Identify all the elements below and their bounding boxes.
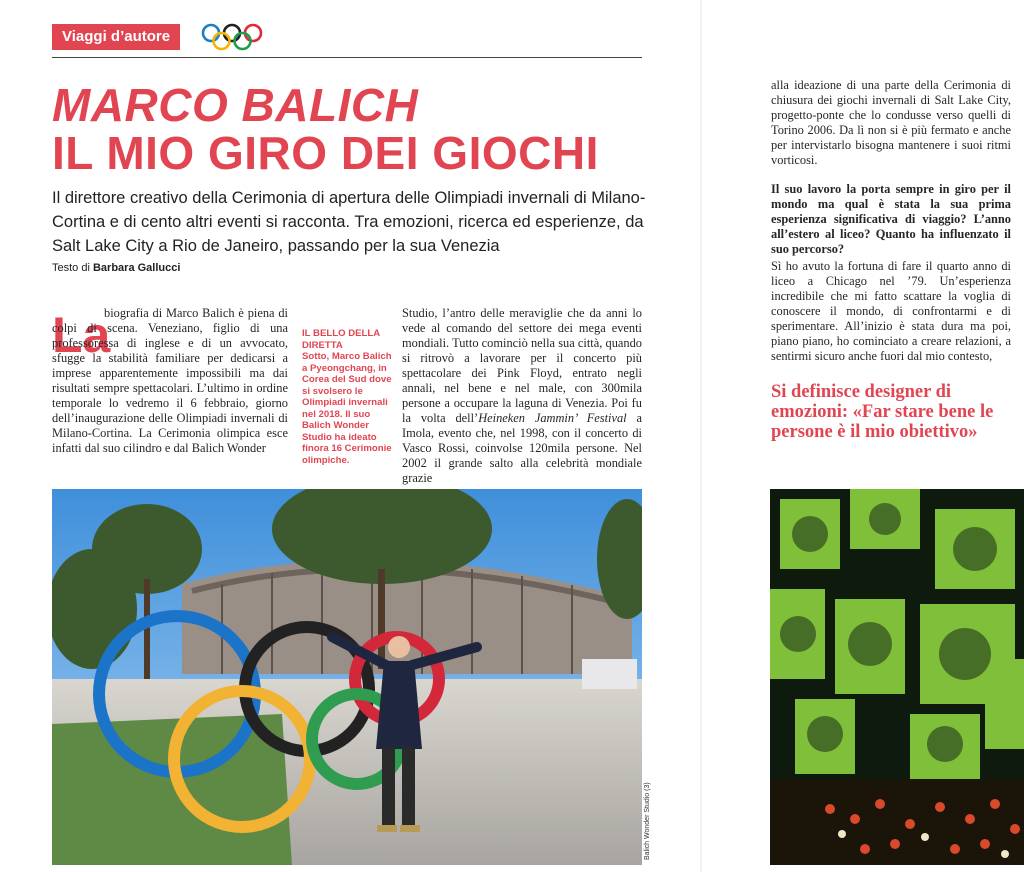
- photo-caption: [302, 328, 392, 466]
- body-column-1: [52, 306, 288, 456]
- festival-name: Heineken Jammin’ Festival: [478, 411, 627, 425]
- body-column-3: [771, 78, 1011, 364]
- caption-heading: IL BELLO DELLA DIRETTA: [302, 328, 380, 351]
- byline-prefix: Testo di: [52, 262, 90, 274]
- body-column-2: [402, 306, 642, 486]
- header-rule: [52, 57, 642, 58]
- body-paragraph-2: [402, 306, 642, 486]
- body-text-2b: a Imola, evento che, nel 1998, con il concerto di Vasco Rossi, coinvolse 120mila persone. Nel 2002 il grande salto alla celebrità mondiale grazie: [402, 411, 643, 485]
- pull-quote: Si definisce designer di emozioni: «Far stare bene le persone è il mio obiettivo»: [771, 382, 994, 442]
- body-text-2a: Studio, l’antro delle meraviglie che da anni lo vede al comando del settore dei mega eventi mondiali. Tutto cominciò nella sua città, quando si ritrovò a lavorare per il concerto più spettacolare dei Pink Floyd, entrato negli annali, nel bene e nel male, con 300mila persone a occupare la laguna di Venezia. Poi fu la volta dell’: [402, 306, 642, 425]
- article-title-line-2: IL MIO GIRO DEI GIOCHI: [52, 127, 599, 179]
- caption-text: Sotto, Marco Balich a Pyeongchang, in Corea del Sud dove si svolsero le Olimpiadi invernali nel 2018. Il suo Balich Wonder Studio ha ideato finora 16 Cerimonie olimpiche.: [302, 351, 392, 466]
- interview-question: Il suo lavoro la porta sempre in giro per il mondo ma qual è stata la sua prima esperienza significativa di viaggio? L’anno all’estero al liceo? Quanto ha influenzato il suo percorso?: [771, 182, 1011, 256]
- drop-cap: La: [52, 307, 111, 363]
- article-subtitle: Il direttore creativo della Cerimonia di apertura delle Olimpiadi invernali di Milano-Cortina e di cento altri eventi si racconta. Tra emozioni, ricerca ed esperienze, da Salt Lake City a Rio de Janeiro, passando per la sua Venezia: [52, 189, 646, 255]
- ceremony-photo: [770, 489, 1024, 865]
- page-gutter: [700, 0, 702, 872]
- body-paragraph-1: biografia di Marco Balich è piena di colpi di scena. Veneziano, figlio di una professoressa di inglese e di un avvocato, sfugge la stabilità familiare per dedicarsi a imprese apparentemente impossibili ma dai risultati sempre spettacolari. L’ultimo in ordine temporale lo vedremo il 6 febbraio, giorno dell’inaugurazione delle Olimpiadi invernali di Milano-Cortina. La Cerimonia olimpica esce infatti dal suo cilindro e dal Balich Wonder: [52, 306, 288, 455]
- interview-answer: Sì ho avuto la fortuna di fare il quarto anno di liceo a Chicago nel ’79. Un’esperienza incredibile che mi fatto scattare la voglia di conoscere il mondo, di confrontarmi e di sperimentare. All’inizio è stata dura ma poi, piano piano, ho cominciato a creare relazioni, a sentirmi sicuro anche fuori dal mio contesto,: [771, 259, 1011, 363]
- photo-credit: Balich Wonder Studio (3): [644, 782, 651, 860]
- byline: [52, 262, 180, 274]
- olympic-rings-photo: [52, 489, 642, 865]
- article-title-line-1: MARCO BALICH: [52, 79, 419, 131]
- section-tag: Viaggi d’autore: [52, 24, 180, 50]
- olympic-rings-icon: [200, 22, 264, 52]
- body-paragraph-3: alla ideazione di una parte della Cerimonia di chiusura dei giochi invernali di Salt Lake City, progetto-ponte che lo condusse verso quelli di Torino 2006. Da lì non si è più fermato e anche per intervistarlo bisogna mantenere i suoi ritmi vorticosi.: [771, 78, 1011, 167]
- byline-author: Barbara Gallucci: [92, 262, 181, 274]
